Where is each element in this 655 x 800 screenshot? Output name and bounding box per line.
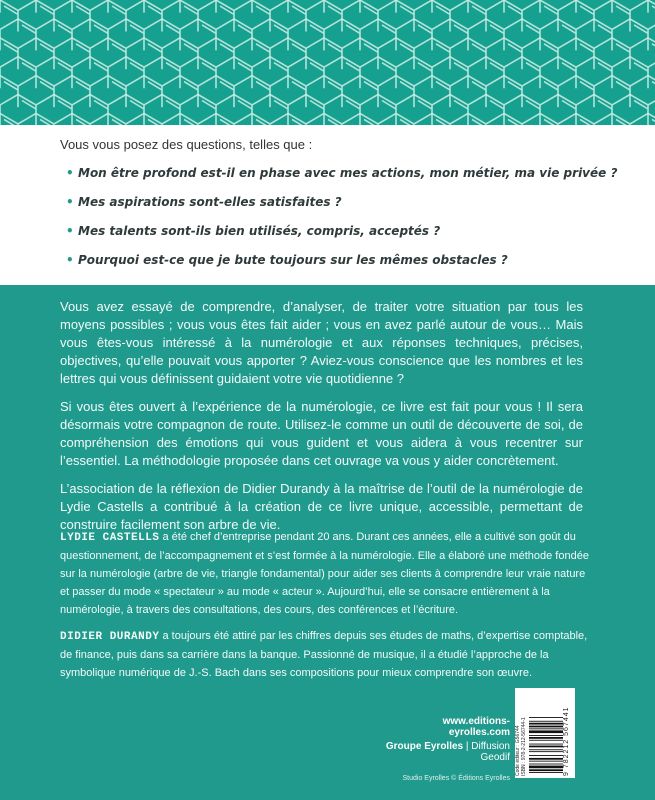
questions-intro: Vous vous posez des questions, telles que : [60, 137, 313, 152]
pattern-tile [540, 113, 576, 125]
barcode-bar [529, 723, 563, 725]
pattern-tile [396, 113, 432, 125]
barcode-bar [529, 755, 563, 756]
question-item: • Mes aspirations sont-elles satisfaites ? [66, 195, 342, 209]
pattern-tile [36, 113, 72, 125]
pattern-tile [72, 113, 108, 125]
pattern-tile [576, 113, 612, 125]
pattern-tile [0, 57, 18, 89]
bullet-icon: • [66, 224, 74, 238]
barcode-bar [529, 751, 563, 752]
pattern-tile [0, 95, 18, 126]
pattern-tile [144, 113, 180, 125]
barcode-bar [529, 758, 563, 760]
pattern-tile [432, 113, 468, 125]
pattern-tile [504, 113, 540, 125]
question-item: • Mes talents sont-ils bien utilisés, compris, acceptés ? [66, 224, 441, 238]
author-bio [60, 627, 590, 682]
geometric-pattern [0, 0, 655, 125]
barcode-bar [529, 746, 563, 748]
code-editeur: Code éditeur : G56744 [515, 725, 521, 776]
publisher-diffusion: Diffusion Geodif [471, 741, 510, 763]
barcode-bar [529, 749, 563, 750]
publisher-separator: | [463, 741, 472, 752]
publisher-group-line [384, 741, 510, 763]
barcode-bar [529, 728, 563, 729]
barcode-bar [529, 730, 563, 733]
publisher-website: www.editions-eyrolles.com [442, 716, 510, 738]
barcode-bar [529, 721, 563, 722]
pattern-tile [324, 113, 360, 125]
isbn-text: ISBN : 978-2-212-56744-1 [521, 717, 527, 776]
bullet-icon: • [66, 253, 74, 267]
pattern-tile [0, 113, 36, 125]
questions-panel [0, 125, 655, 285]
publisher-credit: Studio Eyrolles © Éditions Eyrolles [402, 775, 510, 782]
pattern-tile [630, 95, 655, 126]
description-paragraph: Si vous êtes ouvert à l’expérience de la numérologie, ce livre est fait pour vous ! Il sera désormais votre compagnon de route. Utilisez-le comme un outil de découverte de soi, de compréhension des émotions qui vous guident et vous aidera à vous recentrer sur l’essentiel. La méthodologie proposée dans cet ouvrage va vous y aider concrètement. [60, 399, 583, 468]
barcode-bar [529, 740, 563, 741]
pattern-tile [648, 113, 655, 125]
back-cover-description [60, 298, 583, 544]
author-bios [60, 528, 590, 690]
description-paragraph: Vous avez essayé de comprendre, d’analyser, de traiter votre situation par tous les moyens possibles ; vous vous êtes fait aider ; vous en avez parlé autour de vous… Mais vous êtes-vous intéressé à la numérologie et aux réponses techniques, précises, objectives, qu’elle pouvait vous apporter ? Aviez-vous conscience que les nombres et les lettres qui vous définissent guidaient votre vie quotidienne ? [60, 299, 583, 386]
questions-list [66, 165, 617, 281]
bullet-icon: • [66, 166, 74, 180]
pattern-tile [288, 113, 324, 125]
pattern-tile [360, 113, 396, 125]
barcode-bar [529, 769, 563, 771]
barcode-rotated [515, 688, 575, 778]
question-item: • Pourquoi est-ce que je bute toujours sur les mêmes obstacles ? [66, 253, 508, 267]
barcode-icon [529, 692, 563, 774]
pattern-tile [612, 113, 648, 125]
geometric-pattern-header [0, 0, 655, 125]
barcode-panel [515, 688, 575, 778]
pattern-tile [468, 113, 504, 125]
pattern-tile [252, 113, 288, 125]
publisher-info [384, 716, 510, 782]
pattern-tile [0, 19, 18, 51]
author-bio-text: a été chef d’entreprise pendant 20 ans. Durant ces années, elle a cultivé son goût du questionnement, de l’accompagnement et s’est formée à la numérologie. Elle a élaboré une méthode fondée sur la numérologie (arbre de vie, triangle fondamental) pour aider ses clients à comprendre leur vraie nature et passer du mode « spectateur » au mode « acteur ». Aujourd’hui, elle se consacre entièrement à la numérologie, à travers des consultations, des cours, des conférences et l’écriture. [60, 531, 589, 616]
question-item: • Mon être profond est-il en phase avec mes actions, mon métier, ma vie privée ? [66, 166, 618, 180]
author-bio-text: a toujours été attiré par les chiffres depuis ses études de maths, d’expertise comptable, de finance, puis dans sa carrière dans la banque. Passionné de musique, il a étudié l’approche de la symbolique numérique de J.-S. Bach dans ses compositions pour mieux comprendre son œuvre. [60, 630, 588, 679]
author-name: DIDIER DURANDY [60, 631, 160, 643]
barcode-bar [529, 764, 563, 765]
barcode-bar [529, 717, 563, 718]
author-bio [60, 528, 590, 619]
barcode-bar [529, 744, 563, 745]
barcode-digits: 9 782212 567441 [563, 706, 570, 776]
barcode-bar [529, 766, 563, 769]
author-name: LYDIE CASTELLS [60, 532, 160, 544]
bullet-icon: • [66, 195, 74, 209]
barcode-bar [529, 735, 563, 736]
pattern-tile [108, 113, 144, 125]
barcode-bar [529, 761, 563, 762]
barcode-bar [529, 737, 563, 739]
barcode-bar [529, 726, 563, 728]
description-paragraph: L’association de la réflexion de Didier Durandy à la maîtrise de l’outil de la numérologie de Lydie Castells a contribué à la création de ce livre unique, accessible, permettant de construire facilement son arbre de vie. [60, 481, 583, 532]
pattern-tile [216, 113, 252, 125]
barcode-bar [529, 772, 563, 773]
publisher-group: Groupe Eyrolles [385, 741, 464, 752]
pattern-tile [180, 113, 216, 125]
